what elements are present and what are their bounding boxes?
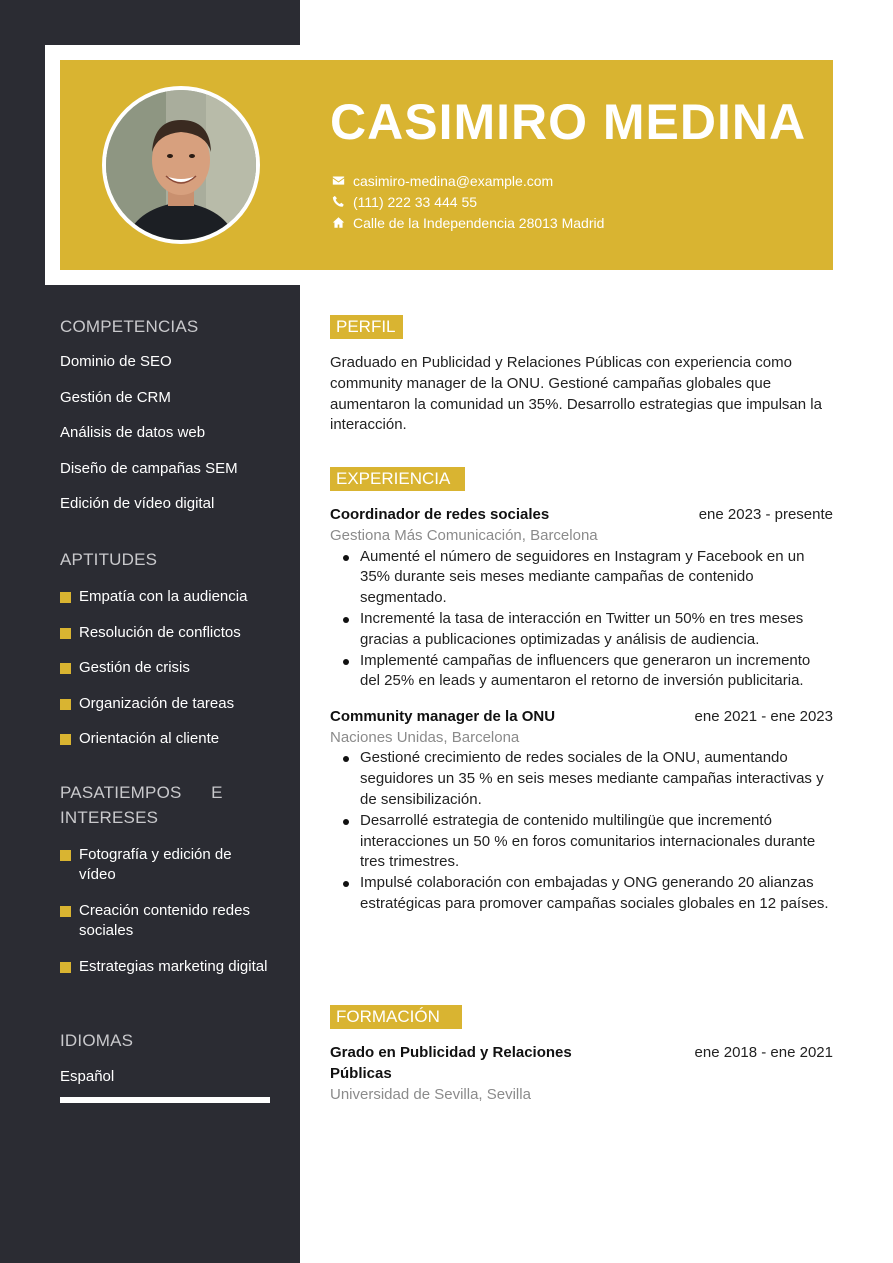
school-name: Universidad de Sevilla, Sevilla <box>330 1085 531 1103</box>
contact-phone <box>330 191 604 212</box>
job-org: Gestiona Más Comunicación, Barcelona <box>330 526 598 544</box>
job-bullet: Impulsé colaboración con embajadas y ONG generando 20 alianzas estratégicas para promover campañas sociales globales en 12 países. <box>341 873 833 915</box>
list-item: Gestión de crisis <box>60 658 270 678</box>
list-item: Fotografía y edición de vídeo <box>60 845 270 885</box>
job-title: Community manager de la ONU <box>330 707 556 725</box>
phone-text[interactable]: (111) 222 33 444 55 <box>353 193 478 210</box>
section-title-line1: PASATIEMPOS E <box>60 783 223 802</box>
language-name: Español <box>60 1068 115 1085</box>
job-bullet: Aumenté el número de seguidores en Instagram y Facebook en un 35% durante seis meses mediante campañas de contenido segmentado. <box>341 547 833 609</box>
section-title: IDIOMAS <box>60 1031 134 1050</box>
formacion-section <box>330 1005 833 1105</box>
square-bullet-icon <box>60 628 71 639</box>
square-bullet-icon <box>60 699 71 710</box>
pasatiempos-section <box>60 780 270 977</box>
job-title: Coordinador de redes sociales <box>330 506 550 523</box>
profile-photo <box>102 86 260 244</box>
aptitudes-section <box>60 547 270 749</box>
list-item: Estrategias marketing digital <box>60 957 270 977</box>
job-org: Naciones Unidas, Barcelona <box>330 728 520 746</box>
job-bullet: Gestioné crecimiento de redes sociales de la ONU, aumentando seguidores un 35 % en seis meses mediante campañas interactivas y de sensibilización. <box>341 748 833 810</box>
home-icon <box>330 216 346 230</box>
list-item: Creación contenido redes sociales <box>60 901 270 941</box>
section-tag: FORMACIÓN <box>330 1005 462 1029</box>
contact-block <box>330 170 604 233</box>
phone-icon <box>330 195 346 209</box>
header-banner <box>60 60 833 270</box>
experiencia-section <box>330 467 833 915</box>
list-item: Análisis de datos web <box>60 424 206 442</box>
education-dates: ene 2018 - ene 2021 <box>694 1044 833 1061</box>
contact-email <box>330 170 604 191</box>
contact-address <box>330 212 604 233</box>
job-entry <box>330 505 833 692</box>
list-item: Gestión de CRM <box>60 388 171 406</box>
envelope-icon <box>330 174 346 188</box>
list-item: Edición de vídeo digital <box>60 495 215 513</box>
square-bullet-icon <box>60 906 71 917</box>
job-dates: ene 2023 - presente <box>698 506 833 523</box>
perfil-section <box>330 315 833 436</box>
section-title: APTITUDES <box>60 550 158 569</box>
profile-text: Graduado en Publicidad y Relaciones Públicas con experiencia como community manager de la ONU. Gestioné campañas globales que aumentaron la comunidad un 35%. Desarrollo estrategias que impulsan la interacción. <box>330 354 822 434</box>
job-dates: ene 2021 - ene 2023 <box>694 707 833 725</box>
job-bullet: Implementé campañas de influencers que generaron un incremento del 25% en leads y aumentaron el retorno de inversión publicitaria. <box>341 651 833 693</box>
list-item: Resolución de conflictos <box>60 623 270 643</box>
square-bullet-icon <box>60 592 71 603</box>
list-item: Empatía con la audiencia <box>60 587 270 607</box>
job-entry <box>330 707 833 915</box>
list-item: Organización de tareas <box>60 694 270 714</box>
candidate-name: CASIMIRO MEDINA <box>330 94 807 150</box>
degree-title: Grado en Publicidad y Relaciones Públicas <box>330 1044 572 1082</box>
job-bullet: Incrementé la tasa de interacción en Twitter un 50% en tres meses gracias a publicaciones optimizadas y análisis de audiencia. <box>341 609 833 651</box>
language-level-bar <box>60 1097 270 1103</box>
email-text[interactable]: casimiro-medina@example.com <box>353 172 554 189</box>
square-bullet-icon <box>60 734 71 745</box>
list-item: Dominio de SEO <box>60 353 172 370</box>
list-item: Orientación al cliente <box>60 729 270 749</box>
education-entry <box>330 1043 833 1105</box>
competencias-section <box>60 314 270 522</box>
square-bullet-icon <box>60 663 71 674</box>
square-bullet-icon <box>60 850 71 861</box>
idiomas-section <box>60 1028 270 1087</box>
section-title-line2: INTERESES <box>60 808 159 827</box>
job-bullet: Desarrollé estrategia de contenido multilingüe que incrementó interacciones un 50 % en foros comunitarios internacionales durante tres trimestres. <box>341 811 833 873</box>
square-bullet-icon <box>60 962 71 973</box>
address-text: Calle de la Independencia 28013 Madrid <box>353 214 605 231</box>
list-item: Diseño de campañas SEM <box>60 459 238 477</box>
section-title: COMPETENCIAS <box>60 317 199 336</box>
section-tag: PERFIL <box>330 315 403 339</box>
section-tag: EXPERIENCIA <box>330 467 465 491</box>
